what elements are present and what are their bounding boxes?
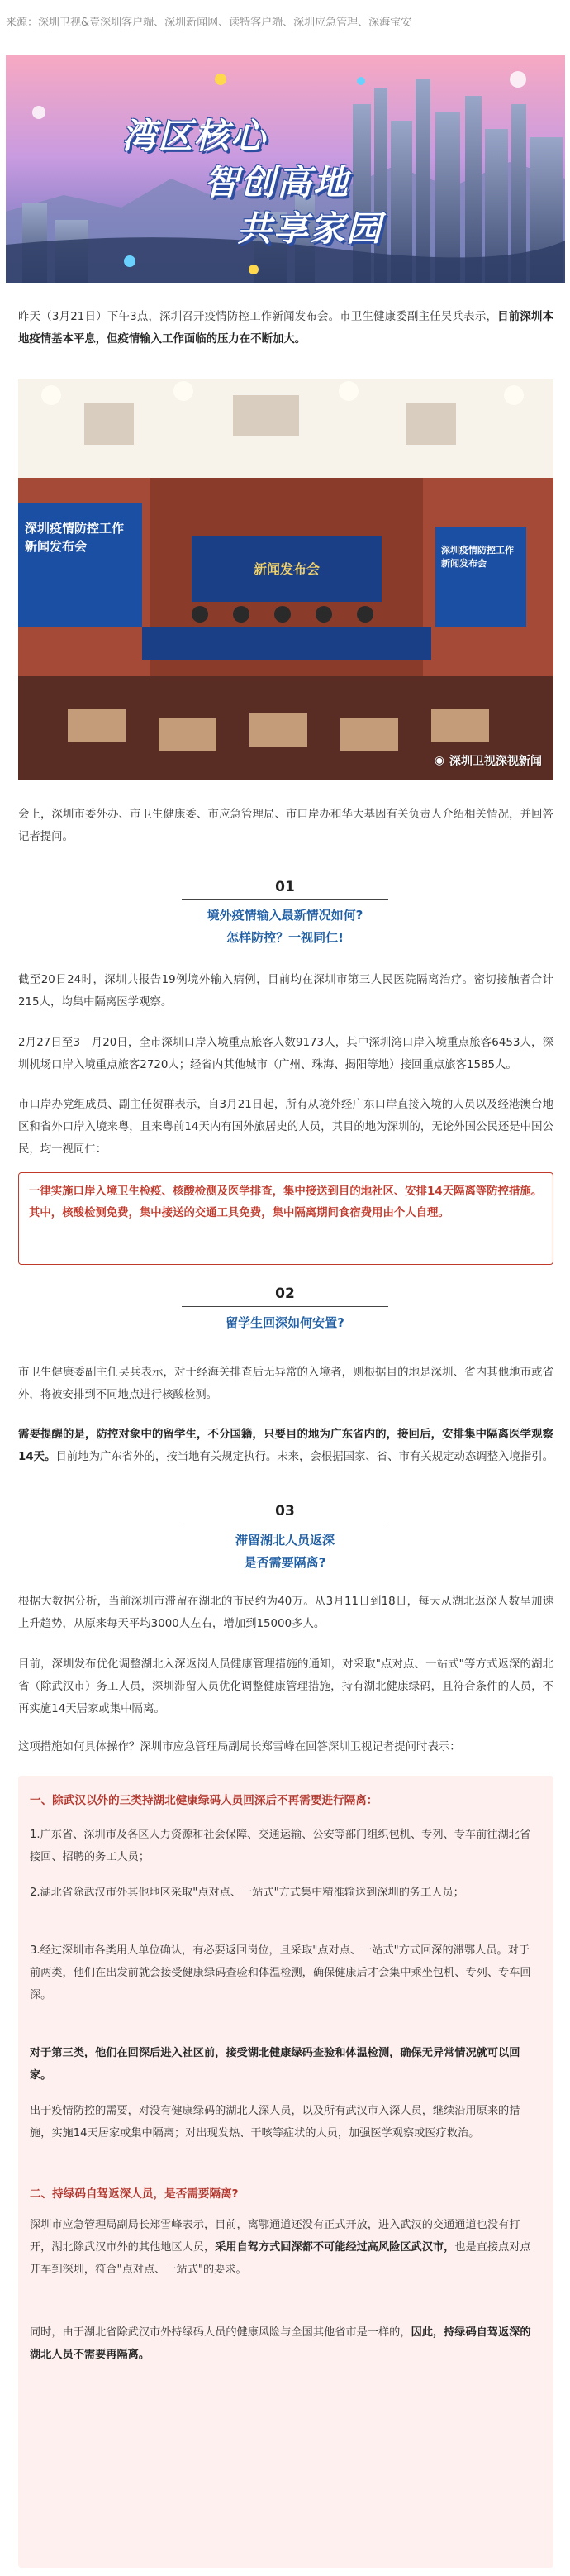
section-2-highlight: 需要提醒的是，防控对象中的留学生，不分国籍，只要目的地为广东省内的，接回后，安排集中隔离医学观察14天。 [18,1429,553,1463]
info-box-heading-2: 二、持绿码自驾返深人员，是否需要隔离? [30,2187,239,2201]
section-3-paragraph-1: 根据大数据分析，当前深圳市滞留在湖北的市民约为40万。从3月11日到18日，每天从湖北返深人数呈加速上升趋势，从原来每天平均3000人左右，增加到15000多人。 [18,1596,553,1630]
section-3-paragraph-3: 这项措施如何具体操作？深圳市应急管理局副局长郑雪峰在回答深圳卫视记者提问时表示： [18,1741,461,1753]
press-conference-photo [18,379,553,780]
info-box-item-6 [30,2214,537,2306]
info-box-item-2: 2.湖北省除武汉市外其他地区采取"点对点、一站式"方式集中精准输送到深圳的务工人员； [30,1887,464,1899]
section-2-number: 02 [275,1286,295,1302]
stage-screen-text: 新闻发布会 [253,561,320,577]
source-line: 来源：深圳卫视&壹深圳客户端、深圳新闻网、读特客户端、深圳应急管理、深海宝安 [6,17,412,29]
intro-paragraph [18,306,553,355]
watermark-text: 深圳卫视深视新闻 [449,755,542,768]
section-3-title-line-2: 是否需要隔离? [244,1555,326,1570]
item-6-highlight: 采用自驾方式回深都不可能经过高风险区武汉市， [215,2241,455,2254]
section-1-callout-text: 一律实施口岸入境卫生检疫、核酸检测及医学排查，集中接送到目的地社区、安排14天隔离等防控措施。其中，核酸检测免费，集中接送的交通工具免费，集中隔离期间食宿费用由个人自理。 [29,1185,543,1219]
section-2-paragraph-1: 市卫生健康委副主任吴兵表示，对于经海关排查后无异常的入境者，则根据目的地是深圳、省内其他地市或省外，将被安排到不同地点进行核酸检测。 [18,1367,553,1401]
intro-text: 昨天（3月21日）下午3点，深圳召开疫情防控工作新闻发布会。市卫生健康委副主任吴兵表示， [18,311,498,323]
info-box-item-3: 3.经过深圳市各类用人单位确认，有必要返回岗位，且采取"点对点、一站式"方式回深的滞鄂人员。对于前两类，他们在出发前就会接受健康绿码查验和体温检测，确保健康后才会集中乘坐包机、专列、专车回深。 [30,1944,531,2001]
section-3-number: 03 [275,1503,295,1519]
info-box-item-7 [30,2321,537,2391]
section-1-title-line-1: 境外疫情输入最新情况如何? [207,908,363,923]
section-3-info-box [18,1776,553,2568]
section-2-divider [182,1306,388,1307]
section-2-text: 目前地为广东省外的，按当地有关规定执行。未来，会根据国家、省、市有关规定动态调整入境指引。 [55,1451,553,1463]
left-board-text: 深圳疫情防控工作新闻发布会 [25,521,125,554]
item-6-text-c: 也是直接点对点开车到深圳，符合"点对点、一站式"的要求。 [30,2241,531,2276]
section-2-title: 留学生回深如何安置? [178,1312,392,1334]
section-1-divider [182,899,388,900]
section-1-number: 01 [275,879,295,895]
section-3-paragraph-2: 目前，深圳发布优化调整湖北入深返岗人员健康管理措施的通知，对采取"点对点、一站式"等方式返深的湖北省（除武汉市）务工人员，深圳滞留人员优化调整健康管理措施，持有湖北健康绿码，且符合条件的人员，不再实施14天居家或集中隔离。 [18,1658,553,1715]
banner-line-2: 智创高地 [204,162,350,203]
section-1-paragraph-3: 市口岸办党组成员、副主任贺群表示，自3月21日起，所有从境外经广东口岸直接入境的人员以及经港澳台地区和省外口岸入境来粤，且来粤前14天内有国外旅居史的人员，其目的地为深圳的，无论外国公民还是中国公民，均一视同仁： [18,1099,553,1156]
item-6-text-a: 深圳市应急管理局副局长郑雪峰表示，目前，离鄂通道还没有正式开放，进入武汉的交通通道也没有打开，湖北除武汉市外的其他地区人员， [30,2219,520,2254]
banner-line-1: 湾区核心 [121,116,268,156]
banner-line-3: 共享家园 [237,208,383,249]
info-box-heading-1: 一、除武汉以外的三类持湖北健康绿码人员回深后不再需要进行隔离： [30,1794,378,1807]
section-1-title-line-2: 怎样防控？一视同仁! [226,930,344,945]
info-box-item-4: 对于第三类，他们在回深后进入社区前，接受湖北健康绿码查验和体温检测，确保无异常情况就可以回家。 [30,2047,520,2082]
section-1-title [178,904,392,949]
section-2-paragraph-2 [18,1424,553,1493]
right-board-text: 深圳疫情防控工作新闻发布会 [441,545,514,569]
press-conference-image [18,379,553,780]
info-box-item-1: 1.广东省、深圳市及各区人力资源和社会保障、交通运输、公安等部门组织包机、专列、专车前往湖北省接回、招聘的务工人员； [30,1829,531,1863]
item-7-highlight: 因此，持绿码自驾返深的湖北人员不需要再隔离。 [30,2326,531,2361]
info-box-item-5: 出于疫情防控的需要，对没有健康绿码的湖北人深人员，以及所有武汉市入深人员，继续沿用原来的措施，实施14天居家或集中隔离；对出现发热、干咳等症状的人员，加强医学观察或医疗救治。 [30,2105,520,2140]
hero-banner [6,55,565,283]
intro-highlight: 目前深圳本地疫情基本平息，但疫情输入工作面临的压力在不断加大。 [18,311,553,346]
section-3-title [178,1529,392,1574]
photo-watermark [435,752,542,769]
section-3-title-line-1: 滞留湖北人员返深 [235,1533,335,1548]
section-1-callout-box [18,1172,553,1265]
section-1-paragraph-2: 2月27日至3 月20日，全市深圳口岸入境重点旅客人数9173人，其中深圳湾口岸入境重点旅客6453人，深圳机场口岸入境重点旅客2720人；经省内其他城市（广州、珠海、揭阳等地）接回重点旅客1585人。 [18,1037,553,1071]
wechat-icon: ◉ [434,754,444,767]
participants-paragraph: 会上，深圳市委外办、市卫生健康委、市应急管理局、市口岸办和华大基因有关负责人介绍相关情况，并回答记者提问。 [18,809,553,843]
item-7-text-a: 同时，由于湖北省除武汉市外持绿码人员的健康风险与全国其他省市是一样的， [30,2326,411,2339]
section-1-paragraph-1: 截至20日24时，深圳共报告19例境外输入病例，目前均在深圳市第三人民医院隔离治疗。密切接触者合计215人，均集中隔离医学观察。 [18,974,553,1009]
